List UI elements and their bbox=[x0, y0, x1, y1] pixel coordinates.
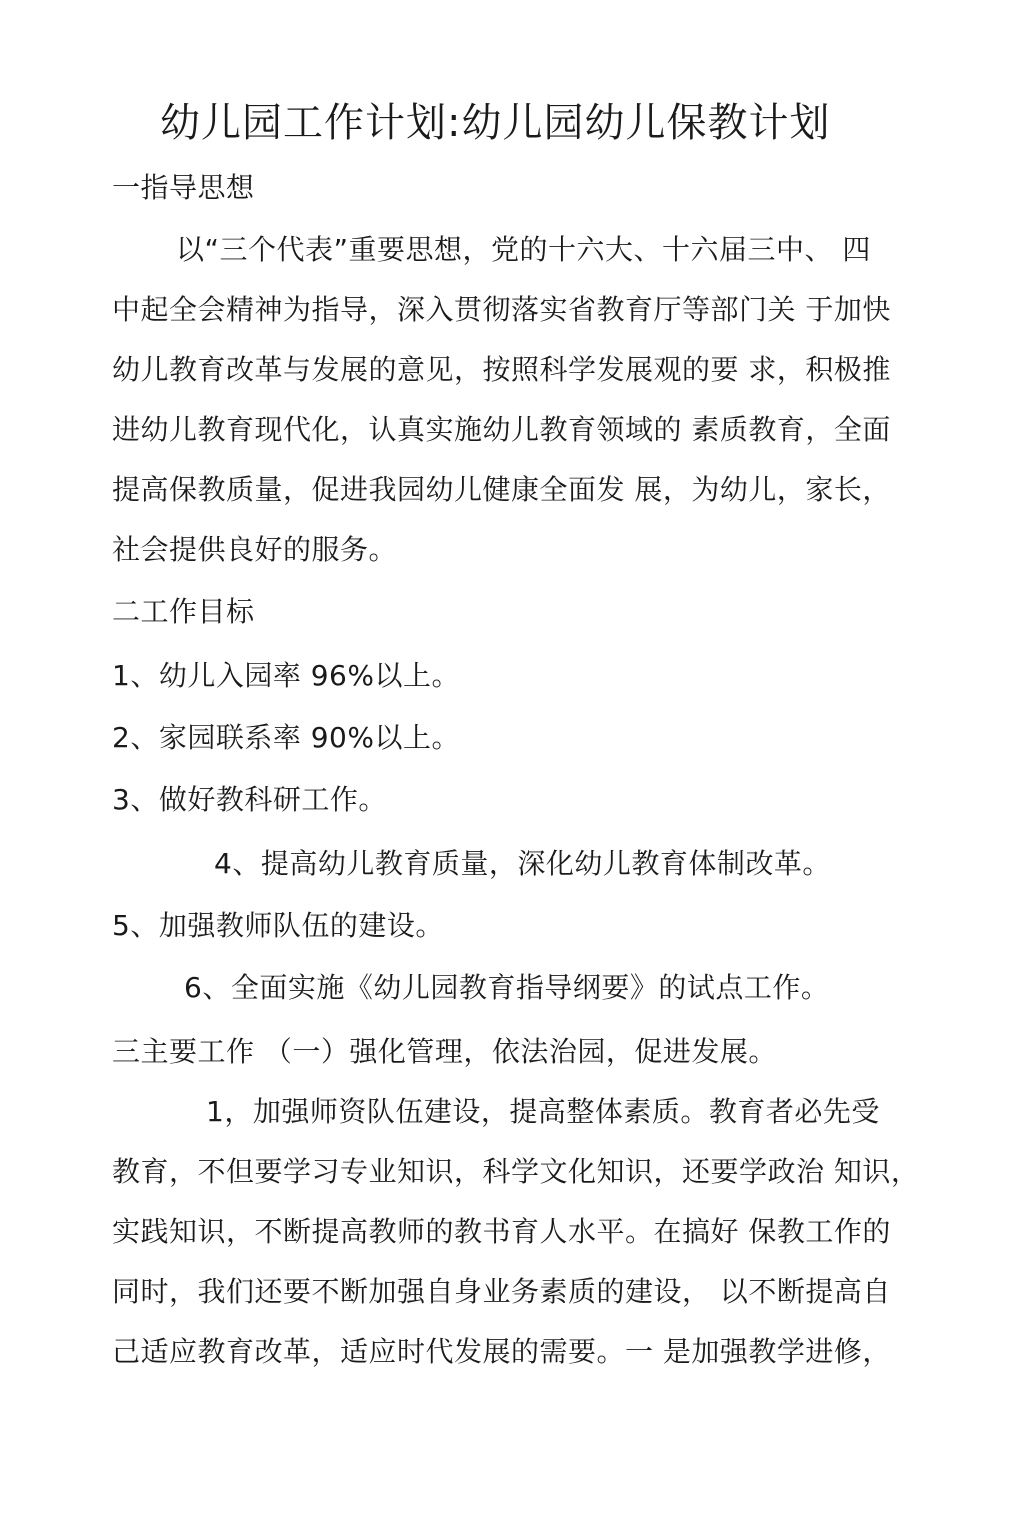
goal-item: 6、全面实施《幼儿园教育指导纲要》的试点工作。 bbox=[184, 971, 830, 1004]
paragraph-line: 实践知识，不断提高教师的教书育人水平。在搞好 保教工作的 bbox=[112, 1215, 891, 1248]
paragraph-line: 同时，我们还要不断加强自身业务素质的建设， 以不断提高自 bbox=[112, 1275, 891, 1308]
section-heading-guiding-thought: 一指导思想 bbox=[112, 171, 255, 204]
document-title: 幼儿园工作计划:幼儿园幼儿保教计划 bbox=[160, 100, 831, 146]
paragraph-line: 社会提供良好的服务。 bbox=[112, 533, 398, 566]
goal-item: 2、家园联系率 90%以上。 bbox=[112, 721, 460, 754]
paragraph-line: 教育，不但要学习专业知识，科学文化知识，还要学政治 知识， bbox=[112, 1155, 920, 1188]
paragraph-line: 己适应教育改革，适应时代发展的需要。一 是加强教学进修， bbox=[112, 1335, 891, 1368]
paragraph-line: 提高保教质量，促进我园幼儿健康全面发 展，为幼儿，家长， bbox=[112, 473, 891, 506]
paragraph-line: 1，加强师资队伍建设，提高整体素质。教育者必先受 bbox=[206, 1095, 880, 1128]
paragraph-line: 中起全会精神为指导，深入贯彻落实省教育厅等部门关 于加快 bbox=[112, 293, 891, 326]
section-heading-main-work: 三主要工作 （一）强化管理，依法治园，促进发展。 bbox=[112, 1035, 777, 1068]
goal-item: 5、加强教师队伍的建设。 bbox=[112, 909, 444, 942]
paragraph-line: 幼儿教育改革与发展的意见，按照科学发展观的要 求，积极推 bbox=[112, 353, 891, 386]
goal-item: 4、提高幼儿教育质量，深化幼儿教育体制改革。 bbox=[214, 847, 831, 880]
goal-item: 1、幼儿入园率 96%以上。 bbox=[112, 659, 460, 692]
paragraph-line: 进幼儿教育现代化，认真实施幼儿教育领域的 素质教育，全面 bbox=[112, 413, 891, 446]
paragraph-line: 以“三个代表”重要思想，党的十六大、十六届三中、 四 bbox=[176, 233, 871, 266]
section-heading-work-goals: 二工作目标 bbox=[112, 595, 255, 628]
goal-item: 3、做好教科研工作。 bbox=[112, 783, 387, 816]
